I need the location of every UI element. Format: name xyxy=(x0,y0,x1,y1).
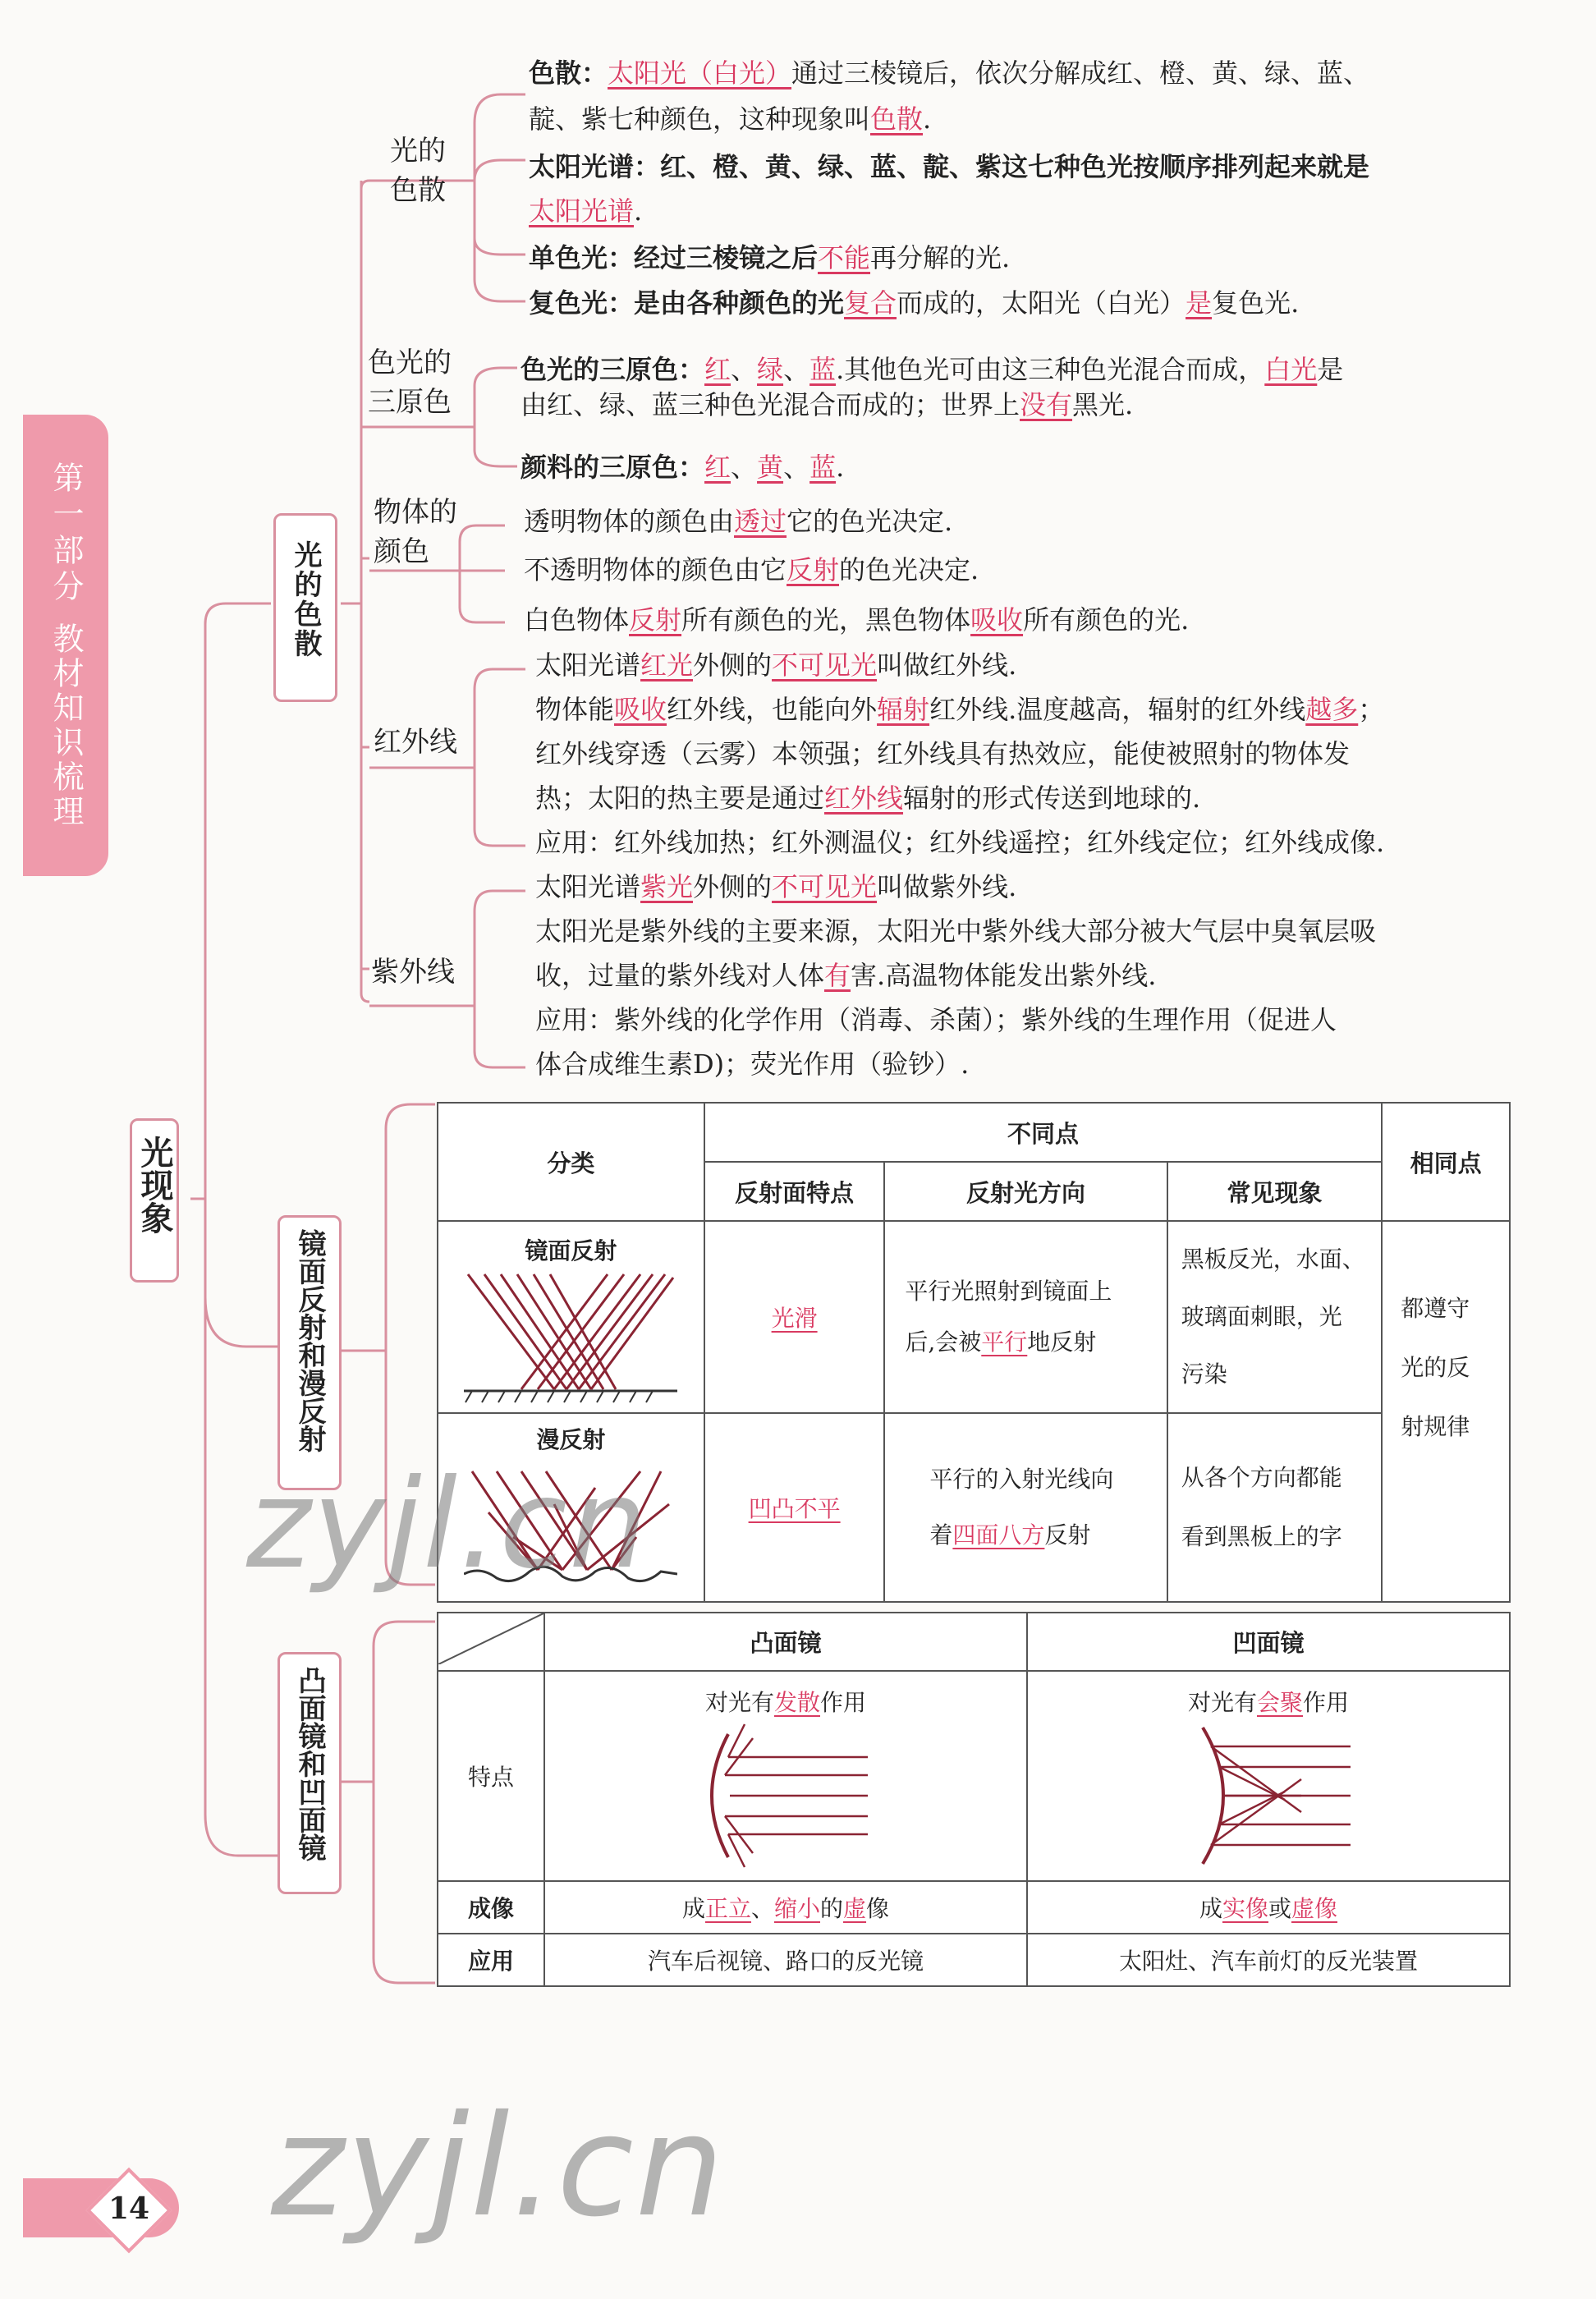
term: 色光的三原色： xyxy=(521,354,705,385)
answer: 缩小 xyxy=(773,1895,820,1922)
term: 颜料的三原色： xyxy=(521,452,705,483)
section-tab-part: 第一部分 xyxy=(48,461,84,606)
ultraviolet-line-5: 体合成维生素D)；荧光作用（验钞）. xyxy=(535,1049,970,1080)
subtopic-dispersion-line2: 色散 xyxy=(390,174,446,207)
row-diffuse-surface xyxy=(704,1413,885,1602)
same-point-cell xyxy=(1382,1221,1510,1602)
text: 叫做紫外线. xyxy=(877,871,1017,902)
diffuse-label: 漫反射 xyxy=(536,1426,606,1453)
subtopic-primaries-line1: 色光的 xyxy=(368,346,452,379)
header-surface: 反射面特点 xyxy=(704,1162,885,1221)
answer: 不可见光 xyxy=(772,871,878,902)
text: 热；太阳的热主要是通过 xyxy=(535,782,825,814)
text: 、 xyxy=(783,354,810,385)
ultraviolet-line-1 xyxy=(535,865,1016,909)
convex-mirror-diagram xyxy=(695,1718,876,1874)
header-same: 相同点 xyxy=(1382,1103,1510,1221)
dispersion-line-3 xyxy=(529,145,1369,189)
text: 玻璃面刺眼，光 xyxy=(1181,1303,1342,1330)
answer: 红 xyxy=(704,452,732,483)
convex-application-cell: 汽车后视镜、路口的反光镜 xyxy=(544,1934,1027,1986)
concave-mirror-diagram xyxy=(1178,1718,1359,1874)
answer: 太阳光（白光） xyxy=(608,57,792,89)
text: 不透明物体的颜色由它 xyxy=(524,554,787,585)
text: 红外线，也能向外 xyxy=(667,694,878,725)
infrared-line-4 xyxy=(535,776,1200,820)
subtopic-dispersion-line1: 光的 xyxy=(390,135,446,167)
answer: 凹凸不平 xyxy=(748,1495,841,1522)
branch-reflection-label: 镜面反射和漫反射 xyxy=(293,1229,326,1452)
text: 收，过量的紫外线对人体 xyxy=(535,960,825,991)
text: 都遵守 xyxy=(1401,1295,1470,1322)
text: 地反射 xyxy=(1027,1328,1097,1356)
text: 再分解的光. xyxy=(870,242,1011,273)
text: 看到黑板上的字 xyxy=(1181,1523,1342,1550)
answer: 虚 xyxy=(843,1895,867,1922)
text: 复色光：是由各种颜色的光 xyxy=(529,287,845,319)
subtopic-object-color-line2: 颜色 xyxy=(374,535,429,568)
answer: 反射 xyxy=(629,604,682,636)
section-tab xyxy=(23,415,108,876)
dispersion-line-6 xyxy=(529,281,1299,325)
header-concave: 凹面镜 xyxy=(1027,1613,1510,1671)
page-number: 14 xyxy=(108,2191,150,2226)
subtopic-dispersion xyxy=(390,131,446,210)
diagonal-line xyxy=(438,1613,543,1664)
text: 所有颜色的光，黑色物体 xyxy=(681,604,971,636)
answer: 红光 xyxy=(640,649,694,681)
concave-image-cell xyxy=(1027,1881,1510,1934)
concave-application-cell: 太阳灶、汽车前灯的反光装置 xyxy=(1027,1934,1510,1986)
text: 害.高温物体能发出紫外线. xyxy=(851,960,1157,991)
text: 、 xyxy=(750,1895,774,1922)
answer: 吸收 xyxy=(970,604,1024,636)
row-diffuse-direction xyxy=(884,1413,1167,1602)
text: 像 xyxy=(866,1895,890,1922)
branch-mirrors xyxy=(277,1652,342,1894)
primaries-line-2 xyxy=(521,383,1133,427)
row-specular-name xyxy=(438,1221,704,1413)
row-specular-common xyxy=(1167,1221,1383,1413)
text: 复色光. xyxy=(1212,287,1300,319)
answer: 实像 xyxy=(1222,1895,1268,1922)
answer: 光滑 xyxy=(771,1305,818,1332)
subtopic-primaries-line2: 三原色 xyxy=(368,386,452,419)
text: 红外线.温度越高，辐射的红外线 xyxy=(929,694,1306,725)
text: 白色物体 xyxy=(524,604,630,636)
row-image-label: 成像 xyxy=(438,1881,544,1934)
header-direction: 反射光方向 xyxy=(884,1162,1167,1221)
watermark-middle: zyjl.cn xyxy=(246,1453,649,1596)
answer: 不可见光 xyxy=(772,649,878,681)
text: 通过三棱镜后，依次分解成红、橙、黄、绿、蓝、 xyxy=(791,57,1370,89)
branch-reflection xyxy=(277,1215,342,1490)
answer: 红 xyxy=(704,354,732,385)
text: 着 xyxy=(929,1521,953,1549)
branch-mirrors-label: 凸面镜和凹面镜 xyxy=(293,1666,326,1861)
text: 透明物体的颜色由 xyxy=(524,506,735,537)
subtopic-primaries xyxy=(368,343,452,422)
text: . xyxy=(923,103,932,135)
text: 光的反 xyxy=(1401,1354,1470,1381)
answer: 会聚 xyxy=(1256,1689,1303,1716)
answer: 没有 xyxy=(1020,389,1073,420)
text: 物体能 xyxy=(535,694,615,725)
infrared-line-2 xyxy=(535,687,1384,732)
dispersion-line-4 xyxy=(529,189,642,233)
object-color-line-3 xyxy=(524,598,1189,642)
answer: 发散 xyxy=(773,1689,820,1716)
branch-dispersion xyxy=(273,513,337,702)
text: 污染 xyxy=(1181,1361,1227,1388)
text: 作用 xyxy=(820,1689,867,1716)
answer: 平行 xyxy=(981,1328,1028,1356)
object-color-line-2 xyxy=(524,548,979,592)
text: 是 xyxy=(1317,354,1344,385)
text: 反射 xyxy=(1044,1521,1091,1549)
mirror-table-corner xyxy=(438,1613,544,1671)
text: 黑光. xyxy=(1072,389,1134,420)
text: 后,会被 xyxy=(905,1328,982,1356)
text: 外侧的 xyxy=(693,649,773,681)
text: 作用 xyxy=(1303,1689,1350,1716)
text: 而成的，太阳光（白光） xyxy=(897,287,1186,319)
answer: 紫光 xyxy=(640,871,694,902)
text: 所有颜色的光. xyxy=(1023,604,1190,636)
row-specular-surface xyxy=(704,1221,885,1413)
answer: 四面八方 xyxy=(952,1521,1045,1549)
text: 从各个方向都能 xyxy=(1181,1464,1342,1491)
dispersion-line-5 xyxy=(529,236,1010,280)
text: 黑板反光，水面、 xyxy=(1181,1246,1365,1273)
text: 由红、绿、蓝三种色光混合而成的；世界上 xyxy=(521,389,1020,420)
text: 的色光决定. xyxy=(839,554,979,585)
specular-label: 镜面反射 xyxy=(525,1237,617,1264)
text: 靛、紫七种颜色，这种现象叫 xyxy=(529,103,871,135)
primaries-line-3 xyxy=(521,445,844,489)
text: 、 xyxy=(783,452,810,483)
text: 对光有 xyxy=(704,1689,774,1716)
watermark-bottom: zyjl.cn xyxy=(271,2086,726,2248)
answer: 透过 xyxy=(734,506,787,537)
subtopic-object-color-line1: 物体的 xyxy=(374,496,457,529)
concave-feature-cell xyxy=(1027,1671,1510,1881)
answer: 黄 xyxy=(757,452,784,483)
answer: 有 xyxy=(824,960,851,991)
branch-dispersion-label: 光的色散 xyxy=(289,540,322,658)
answer: 吸收 xyxy=(614,694,667,725)
text: 成 xyxy=(1199,1895,1222,1922)
header-common: 常见现象 xyxy=(1167,1162,1383,1221)
ultraviolet-line-4: 应用：紫外线的化学作用（消毒、杀菌）；紫外线的生理作用（促进人 xyxy=(535,1004,1337,1035)
answer: 辐射 xyxy=(877,694,930,725)
text: 它的色光决定. xyxy=(787,506,953,537)
answer: 是 xyxy=(1186,287,1213,319)
text: 平行的入射光线向 xyxy=(929,1466,1114,1493)
root-node xyxy=(130,1118,179,1283)
specular-reflection-diagram xyxy=(464,1266,677,1406)
answer: 白光 xyxy=(1264,354,1318,385)
answer: 蓝 xyxy=(809,452,837,483)
text: 单色光：经过三棱镜之后 xyxy=(529,242,819,273)
text: 射规律 xyxy=(1401,1413,1470,1440)
text: 叫做红外线. xyxy=(877,649,1017,681)
text: 太阳光谱 xyxy=(535,649,641,681)
answer: 色散 xyxy=(870,103,924,135)
text: 太阳光谱：红、橙、黄、绿、蓝、靛、紫这七种色光按顺序排列起来就是 xyxy=(529,151,1370,182)
text: 对光有 xyxy=(1187,1689,1257,1716)
text: .其他色光可由这三种色光混合而成， xyxy=(836,354,1265,385)
text: . xyxy=(836,452,845,483)
answer: 蓝 xyxy=(809,354,837,385)
text: 、 xyxy=(731,354,758,385)
text: 辐射的形式传送到地球的. xyxy=(903,782,1201,814)
text: 的 xyxy=(820,1895,844,1922)
term: 色散： xyxy=(529,57,608,89)
infrared-line-3: 红外线穿透（云雾）本领强；红外线具有热效应，能使被照射的物体发 xyxy=(535,738,1351,769)
subtopic-ultraviolet: 紫外线 xyxy=(371,956,455,989)
page-number-badge xyxy=(23,2178,179,2237)
dispersion-line-1 xyxy=(529,51,1369,95)
answer: 太阳光谱 xyxy=(529,195,635,227)
object-color-line-1 xyxy=(524,499,952,544)
header-convex: 凸面镜 xyxy=(544,1613,1027,1671)
answer: 反射 xyxy=(787,554,840,585)
text: 外侧的 xyxy=(693,871,773,902)
row-application-label: 应用 xyxy=(438,1934,544,1986)
dispersion-line-2 xyxy=(529,97,931,141)
ultraviolet-line-2: 太阳光是紫外线的主要来源，太阳光中紫外线大部分被大气层中臭氧层吸 xyxy=(535,915,1377,947)
text: ； xyxy=(1358,694,1385,725)
subtopic-object-color xyxy=(374,493,457,571)
root-label: 光现象 xyxy=(135,1136,174,1234)
text: 太阳光谱 xyxy=(535,871,641,902)
convex-image-cell xyxy=(544,1881,1027,1934)
answer: 越多 xyxy=(1305,694,1359,725)
answer: 复合 xyxy=(844,287,897,319)
answer: 红外线 xyxy=(824,782,904,814)
text: 、 xyxy=(731,452,758,483)
row-feature-label: 特点 xyxy=(438,1671,544,1881)
answer: 绿 xyxy=(757,354,784,385)
text: 或 xyxy=(1268,1895,1292,1922)
header-diff: 不同点 xyxy=(704,1103,1382,1162)
answer: 不能 xyxy=(818,242,871,273)
row-diffuse-common xyxy=(1167,1413,1383,1602)
ultraviolet-line-3 xyxy=(535,953,1156,998)
answer: 虚像 xyxy=(1291,1895,1338,1922)
convex-feature-cell xyxy=(544,1671,1027,1881)
mirror-table xyxy=(437,1612,1511,1987)
text: 成 xyxy=(681,1895,705,1922)
section-tab-title: 教材知识梳理 xyxy=(48,622,84,829)
row-specular-direction xyxy=(884,1221,1167,1413)
subtopic-infrared: 红外线 xyxy=(374,726,457,759)
header-class: 分类 xyxy=(438,1103,704,1221)
text: 平行光照射到镜面上 xyxy=(905,1278,1112,1305)
text: . xyxy=(634,195,643,227)
infrared-line-5: 应用：红外线加热；红外测温仪；红外线遥控；红外线定位；红外线成像. xyxy=(535,827,1385,858)
infrared-line-1 xyxy=(535,643,1016,687)
answer: 正立 xyxy=(704,1895,751,1922)
